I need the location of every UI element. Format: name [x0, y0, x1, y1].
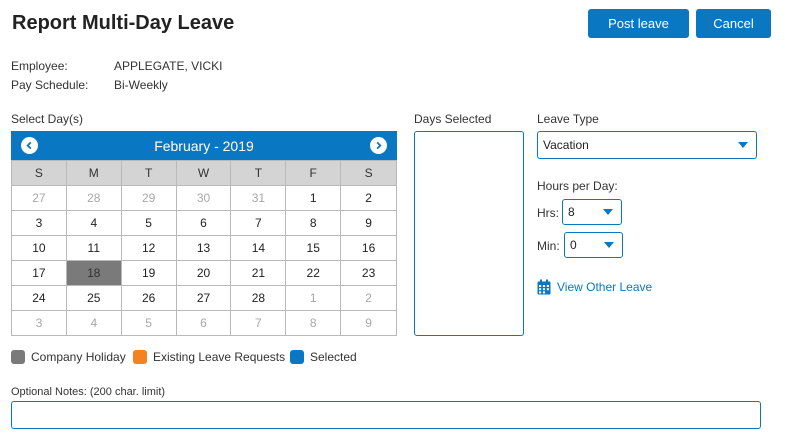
calendar-day[interactable]: 2 [341, 186, 397, 211]
calendar-day[interactable]: 22 [286, 261, 341, 286]
legend-existing-leave [133, 350, 285, 364]
calendar-header [11, 131, 397, 160]
weekday-header: T [231, 161, 286, 186]
calendar-day[interactable]: 10 [12, 236, 67, 261]
calendar-day[interactable]: 14 [231, 236, 286, 261]
hours-select[interactable] [562, 199, 622, 225]
calendar-day[interactable]: 19 [122, 261, 177, 286]
calendar-week-row [12, 211, 397, 236]
hrs-label: Hrs: [537, 206, 559, 220]
weekday-header: T [122, 161, 177, 186]
weekday-header: F [286, 161, 341, 186]
view-other-leave-link[interactable] [537, 279, 652, 295]
calendar-day-outside-month: 2 [341, 286, 397, 311]
calendar-week-row [12, 186, 397, 211]
weekday-header: S [341, 161, 397, 186]
calendar-day[interactable]: 28 [231, 286, 286, 311]
calendar-day[interactable]: 6 [177, 211, 232, 236]
chevron-down-icon [604, 242, 614, 248]
calendar-day-outside-month: 1 [286, 286, 341, 311]
calendar-week-row [12, 311, 397, 336]
calendar-day[interactable]: 11 [67, 236, 122, 261]
holiday-legend-label: Company Holiday [31, 350, 126, 364]
calendar-day-outside-month: 6 [177, 311, 232, 336]
days-selected-label: Days Selected [414, 112, 492, 126]
calendar-day-holiday[interactable]: 18 [67, 261, 122, 286]
calendar-day[interactable]: 23 [341, 261, 397, 286]
calendar-day-outside-month: 28 [67, 186, 122, 211]
employee-value: APPLEGATE, VICKI [114, 59, 223, 73]
leave-type-select[interactable] [537, 131, 757, 159]
post-leave-button[interactable]: Post leave [588, 9, 689, 38]
calendar-day[interactable]: 21 [231, 261, 286, 286]
month-title: February - 2019 [154, 137, 254, 154]
calendar-day[interactable]: 16 [341, 236, 397, 261]
calendar-week-row [12, 236, 397, 261]
calendar-day[interactable]: 9 [341, 211, 397, 236]
calendar-day-outside-month: 8 [286, 311, 341, 336]
calendar-day[interactable]: 8 [286, 211, 341, 236]
chevron-left-icon[interactable] [21, 137, 38, 154]
legend-company-holiday [11, 350, 126, 364]
calendar-week-row [12, 286, 397, 311]
chevron-down-icon [738, 142, 748, 148]
calendar-day-outside-month: 29 [122, 186, 177, 211]
calendar-day[interactable]: 24 [12, 286, 67, 311]
minutes-value: 0 [570, 238, 577, 252]
calendar-day[interactable]: 15 [286, 236, 341, 261]
calendar-day-outside-month: 9 [341, 311, 397, 336]
chevron-down-icon [603, 209, 613, 215]
calendar-day-outside-month: 4 [67, 311, 122, 336]
selected-legend-label: Selected [310, 350, 357, 364]
calendar-day[interactable]: 27 [177, 286, 232, 311]
leave-type-value: Vacation [543, 138, 589, 152]
min-label: Min: [537, 239, 560, 253]
calendar-day[interactable]: 4 [67, 211, 122, 236]
calendar-day-outside-month: 30 [177, 186, 232, 211]
days-selected-list[interactable] [414, 131, 524, 336]
weekday-header: S [12, 161, 67, 186]
calendar-day[interactable]: 26 [122, 286, 177, 311]
calendar-day[interactable]: 12 [122, 236, 177, 261]
selected-swatch [290, 350, 304, 364]
holiday-swatch [11, 350, 25, 364]
calendar-day[interactable]: 7 [231, 211, 286, 236]
calendar-day-outside-month: 27 [12, 186, 67, 211]
existing-swatch [133, 350, 147, 364]
chevron-right-icon[interactable] [370, 137, 387, 154]
calendar-day[interactable]: 25 [67, 286, 122, 311]
employee-label: Employee: [11, 59, 68, 73]
calendar-day-outside-month: 3 [12, 311, 67, 336]
calendar-grid [11, 160, 397, 336]
leave-type-label: Leave Type [537, 112, 599, 126]
calendar-day[interactable]: 1 [286, 186, 341, 211]
weekday-header: M [67, 161, 122, 186]
pay-schedule-label: Pay Schedule: [11, 78, 89, 92]
weekday-header: W [177, 161, 232, 186]
select-days-label: Select Day(s) [11, 112, 84, 126]
calendar-day-outside-month: 7 [231, 311, 286, 336]
calendar-day[interactable]: 5 [122, 211, 177, 236]
legend-selected [290, 350, 357, 364]
weekday-header-row [12, 161, 397, 186]
calendar-day[interactable]: 3 [12, 211, 67, 236]
calendar-day-outside-month: 31 [231, 186, 286, 211]
hours-value: 8 [568, 205, 575, 219]
calendar-day-outside-month: 5 [122, 311, 177, 336]
pay-schedule-value: Bi-Weekly [114, 78, 168, 92]
calendar-week-row [12, 261, 397, 286]
cancel-button[interactable]: Cancel [696, 9, 771, 38]
view-other-leave-label: View Other Leave [557, 280, 653, 294]
calendar-icon [537, 279, 551, 295]
notes-input[interactable] [11, 401, 761, 429]
existing-legend-label: Existing Leave Requests [153, 350, 286, 364]
minutes-select[interactable] [564, 232, 623, 258]
calendar [11, 131, 397, 336]
page-title: Report Multi-Day Leave [12, 12, 235, 34]
notes-label: Optional Notes: (200 char. limit) [11, 386, 166, 398]
calendar-day[interactable]: 17 [12, 261, 67, 286]
calendar-day[interactable]: 20 [177, 261, 232, 286]
hours-per-day-label: Hours per Day: [537, 179, 618, 193]
calendar-day[interactable]: 13 [177, 236, 232, 261]
